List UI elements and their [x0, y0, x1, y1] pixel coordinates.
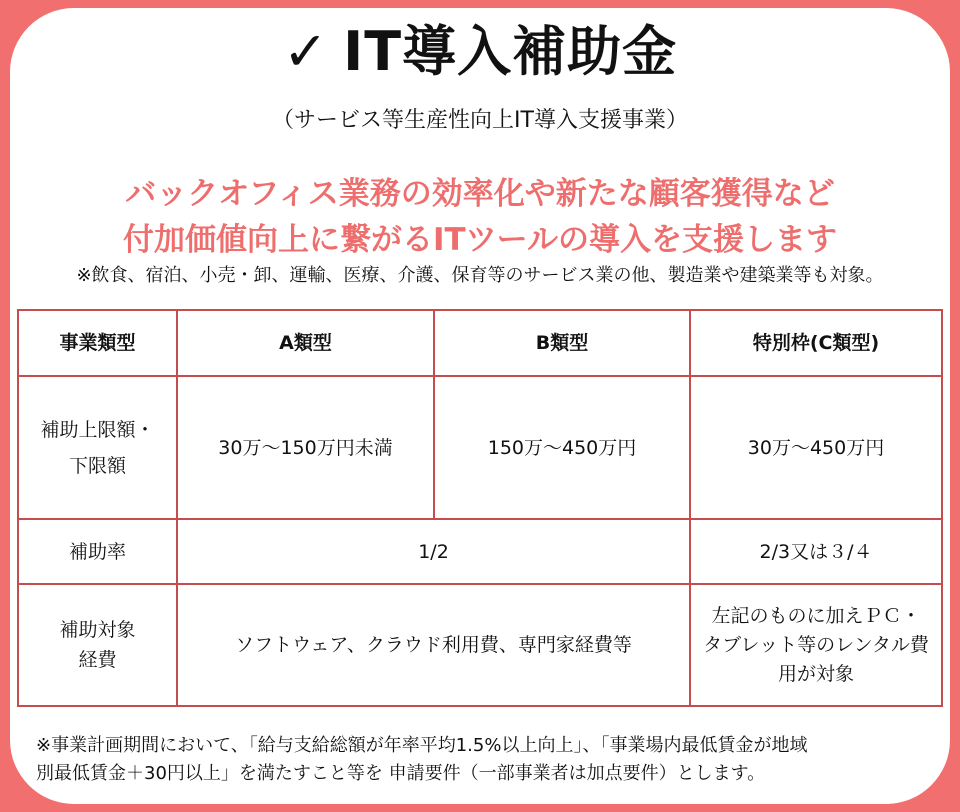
header-business-type: 事業類型 — [59, 332, 136, 354]
subsidy-table — [17, 309, 943, 707]
row-label-cost-line2: 経費 — [78, 649, 117, 671]
target-industries-note: ※飲食、宿泊、小売・卸、運輸、医療、介護、保育等のサービス業の他、製造業や建築業等も対象。 — [76, 265, 884, 286]
header-type-c: 特別枠(C類型) — [752, 332, 880, 354]
cost-type-c-line1: 左記のものに加えＰＣ・ — [711, 604, 921, 627]
limit-type-c: 30万～450万円 — [747, 436, 885, 459]
headline-line-2: 付加価値向上に繋がるITツールの導入を支援します — [122, 222, 838, 258]
cost-type-ab: ソフトウェア、クラウド利用費、専門家経費等 — [235, 634, 632, 656]
check-icon: ✓ — [282, 20, 330, 83]
title-text: IT導入補助金 — [343, 20, 678, 83]
subtitle: （サービス等生産性向上IT導入支援事業） — [272, 108, 688, 133]
rate-type-ab: 1/2 — [418, 540, 449, 563]
cost-type-c-line3: 用が対象 — [777, 662, 854, 685]
row-label-limit-line2: 下限額 — [68, 454, 126, 477]
cost-type-c-line2: タブレット等のレンタル費 — [703, 633, 929, 656]
row-label-rate: 補助率 — [68, 540, 126, 563]
requirements-note-line1: ※事業計画期間において、「給与支給総額が年率平均1.5%以上向上」、「事業場内最低賃金が地域 — [36, 735, 808, 756]
header-type-b: B類型 — [535, 332, 589, 354]
rate-type-c: 2/3又は３/４ — [759, 540, 873, 563]
limit-type-b: 150万～450万円 — [487, 436, 637, 459]
row-label-cost — [19, 585, 176, 705]
row-label-limit — [19, 377, 176, 518]
page-title — [0, 20, 960, 84]
requirements-note — [36, 732, 936, 788]
limit-type-a: 30万～150万円未満 — [218, 436, 393, 459]
cost-type-c — [691, 585, 941, 705]
headline-line-1: バックオフィス業務の効率化や新たな顧客獲得など — [125, 176, 835, 212]
header-type-a: A類型 — [279, 332, 332, 354]
row-label-cost-line1: 補助対象 — [59, 619, 136, 641]
requirements-note-line2: 別最低賃金＋30円以上」を満たすこと等を 申請要件（一部事業者は加点要件）とします。 — [36, 763, 766, 784]
row-label-limit-line1: 補助上限額・ — [40, 418, 155, 441]
